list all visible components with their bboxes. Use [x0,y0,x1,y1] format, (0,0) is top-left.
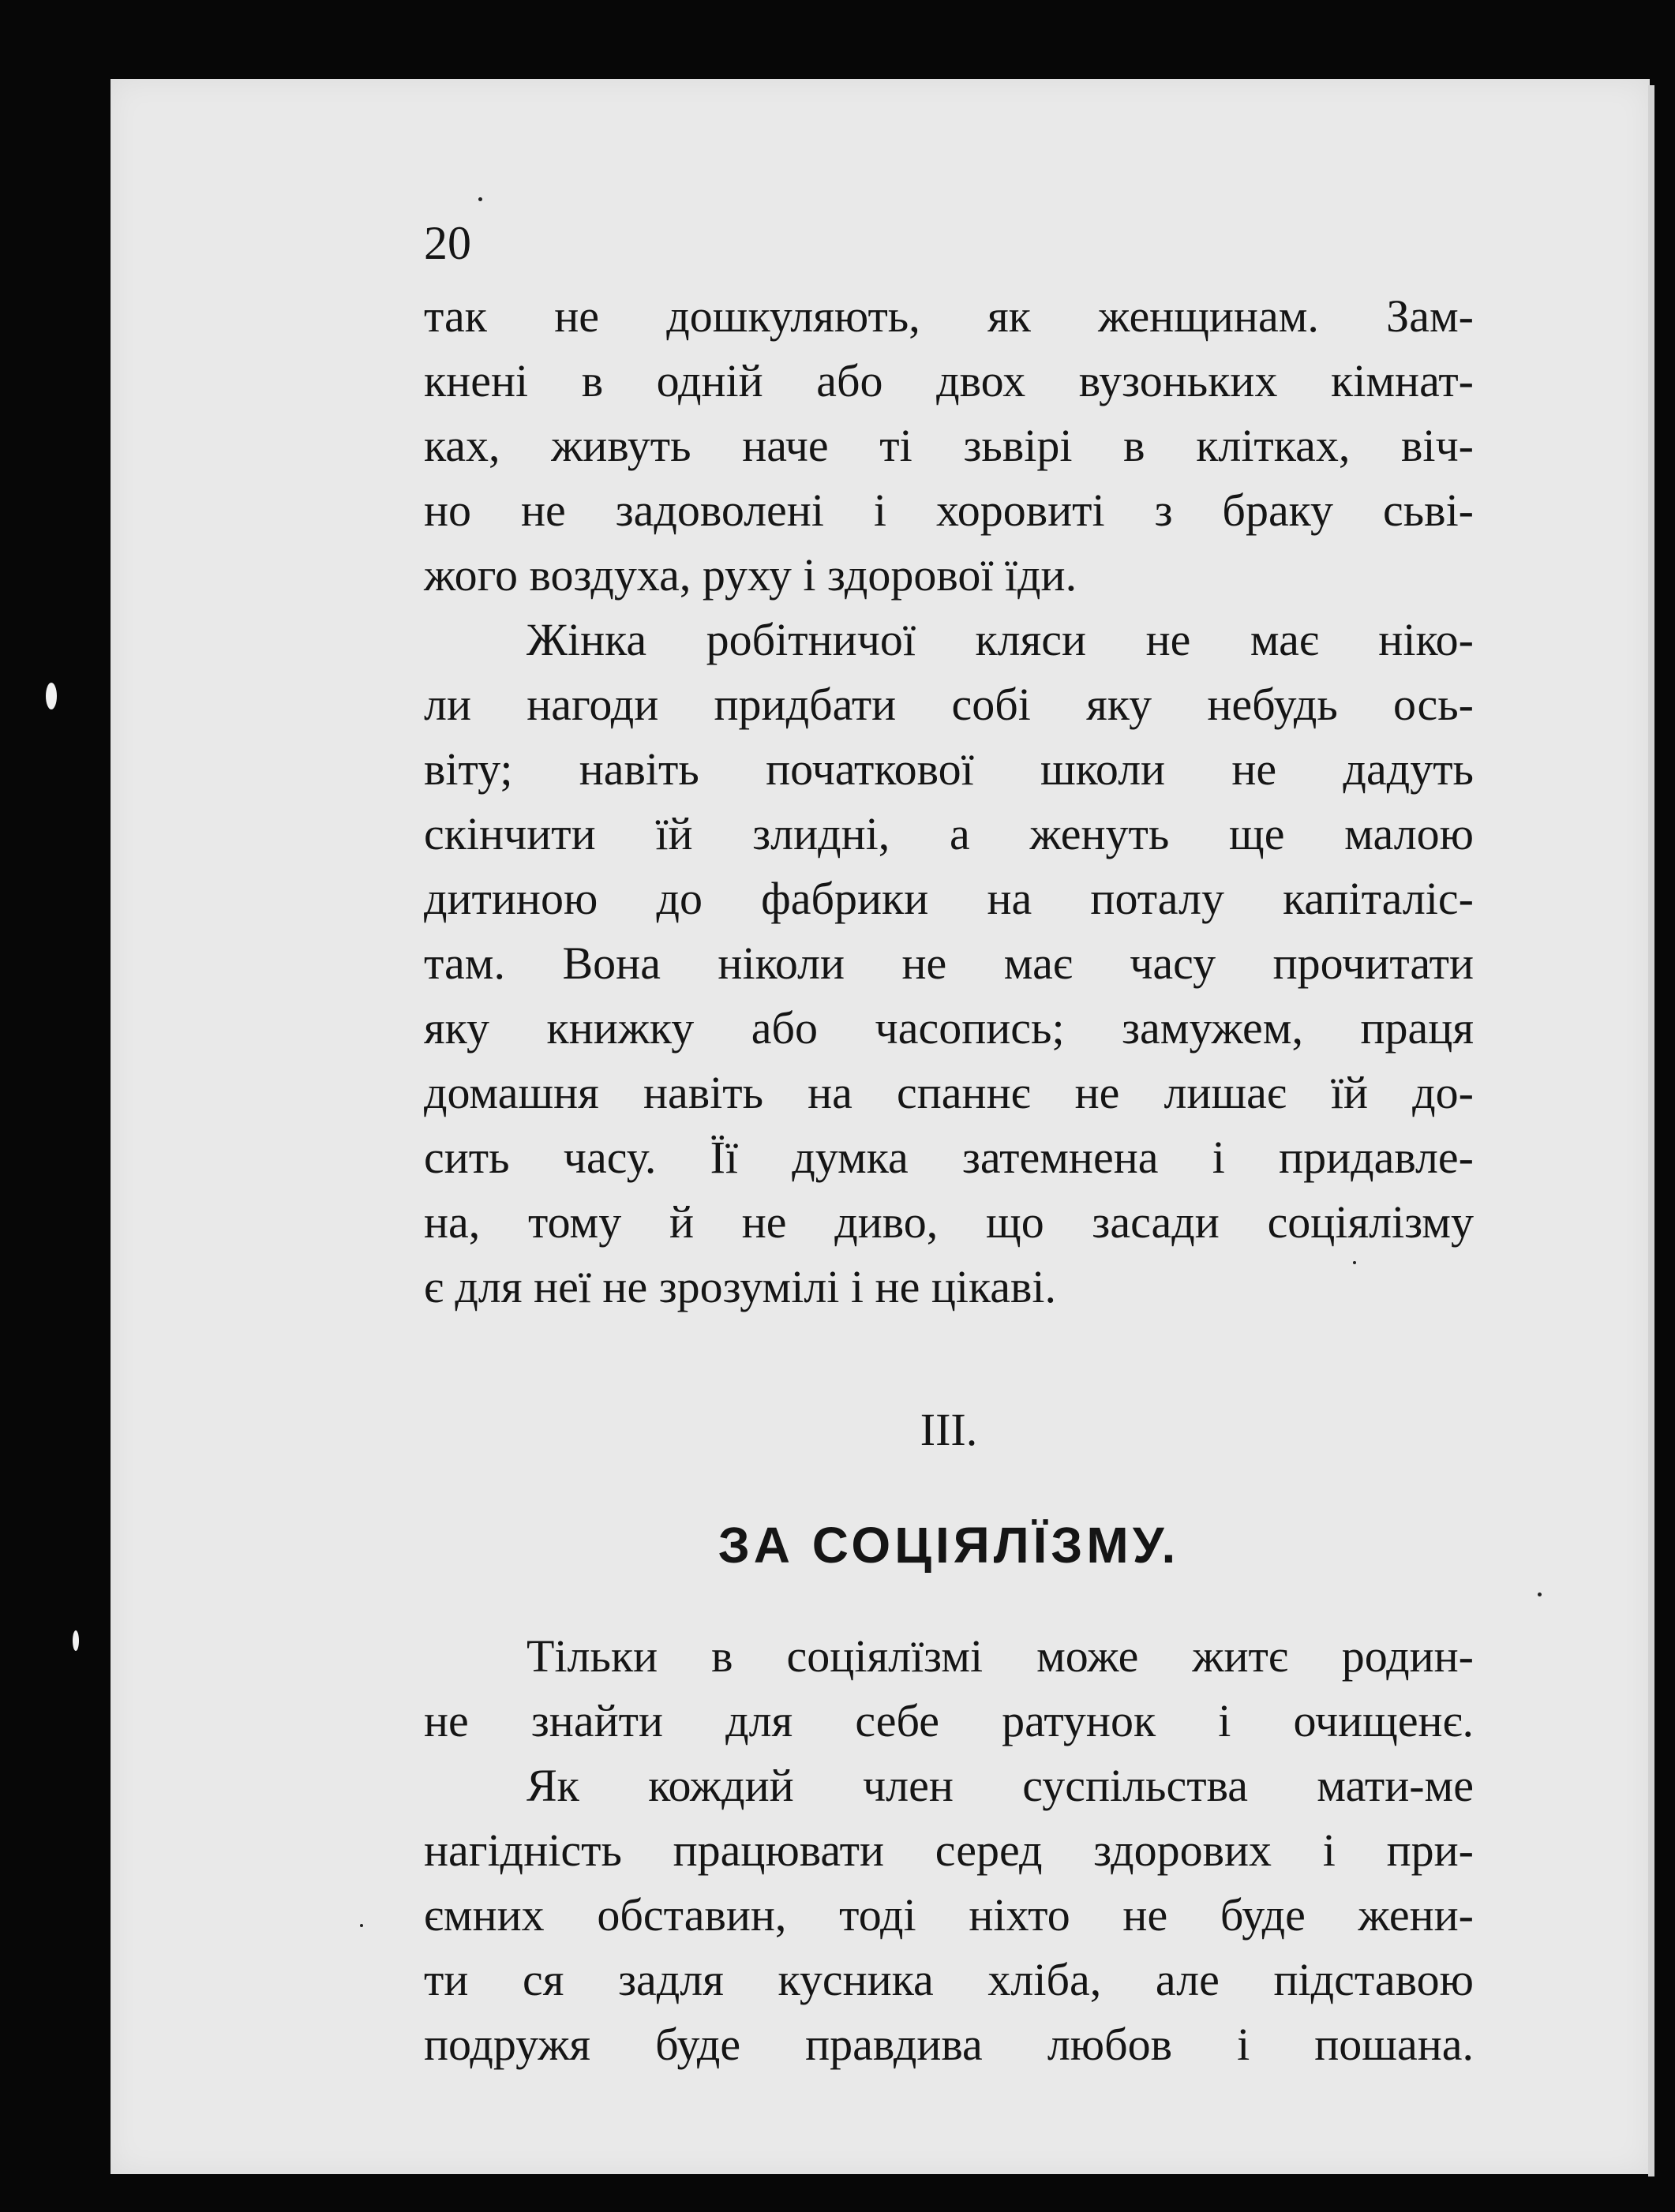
section-number: III. [920,1404,978,1455]
paragraph-4 [424,1754,1474,2077]
text-line: не знайти для себе ратунок і очищенє. [424,1695,1474,1746]
page-text [424,215,1474,2077]
page-number: 20 [424,217,471,269]
paragraph-1 [424,284,1474,608]
text-line: Як кождий член суспільства мати-ме [526,1760,1474,1811]
text-line: віту; навіть початкової школи не дадуть [424,743,1474,795]
text-line: кнені в одній або двох вузоньких кімнат- [424,355,1474,406]
text-line: дитиною до фабрики на поталу капіталіс- [424,873,1474,924]
margin-speck [73,1630,79,1651]
text-line: подружя буде правдива любов і пошана. [424,2019,1474,2070]
margin-speck [46,683,57,709]
ink-dot [478,197,482,201]
text-line: но не задоволені і хоровиті з браку сьві- [424,485,1474,536]
text-line: жого воздуха, руху і здорової їди. [424,549,1077,601]
page-edge [1648,85,1654,2176]
text-line: сить часу. Її думка затемнена і придавле- [424,1132,1474,1183]
text-line: так не дошкуляють, як женщинам. Зам- [424,290,1474,342]
paragraph-3 [424,1624,1474,1754]
text-line: ємних обставин, тоді ніхто не буде жени- [424,1889,1474,1941]
paragraph-2 [424,608,1474,1319]
ink-dot [1538,1593,1542,1596]
text-line: Жінка робітничої кляси не має ніко- [526,614,1474,665]
text-line: Тільки в соціялїзмі може житє родин- [526,1630,1474,1682]
text-line: нагідність працювати серед здорових і при- [424,1825,1474,1876]
text-line: скінчити їй злидні, а женуть ще малою [424,808,1474,859]
text-line: ти ся задля кусника хліба, але підставою [424,1954,1474,2005]
text-line: домашня навіть на спаннє не лишає їй до- [424,1067,1474,1118]
text-line: там. Вона ніколи не має часу прочитати [424,938,1474,989]
text-line: ли нагоди придбати собі яку небудь ось- [424,679,1474,730]
ink-dot [360,1924,363,1927]
section-title: ЗА СОЦІЯЛЇЗМУ. [718,1517,1180,1574]
text-line: ках, живуть наче ті зьвірі в клітках, віч- [424,420,1474,471]
text-line: яку книжку або часопись; замужем, праця [424,1002,1474,1054]
text-line: є для неї не зрозумілі і не цікаві. [424,1261,1057,1312]
text-line: на, тому й не диво, що засади соціялізму [424,1196,1474,1248]
